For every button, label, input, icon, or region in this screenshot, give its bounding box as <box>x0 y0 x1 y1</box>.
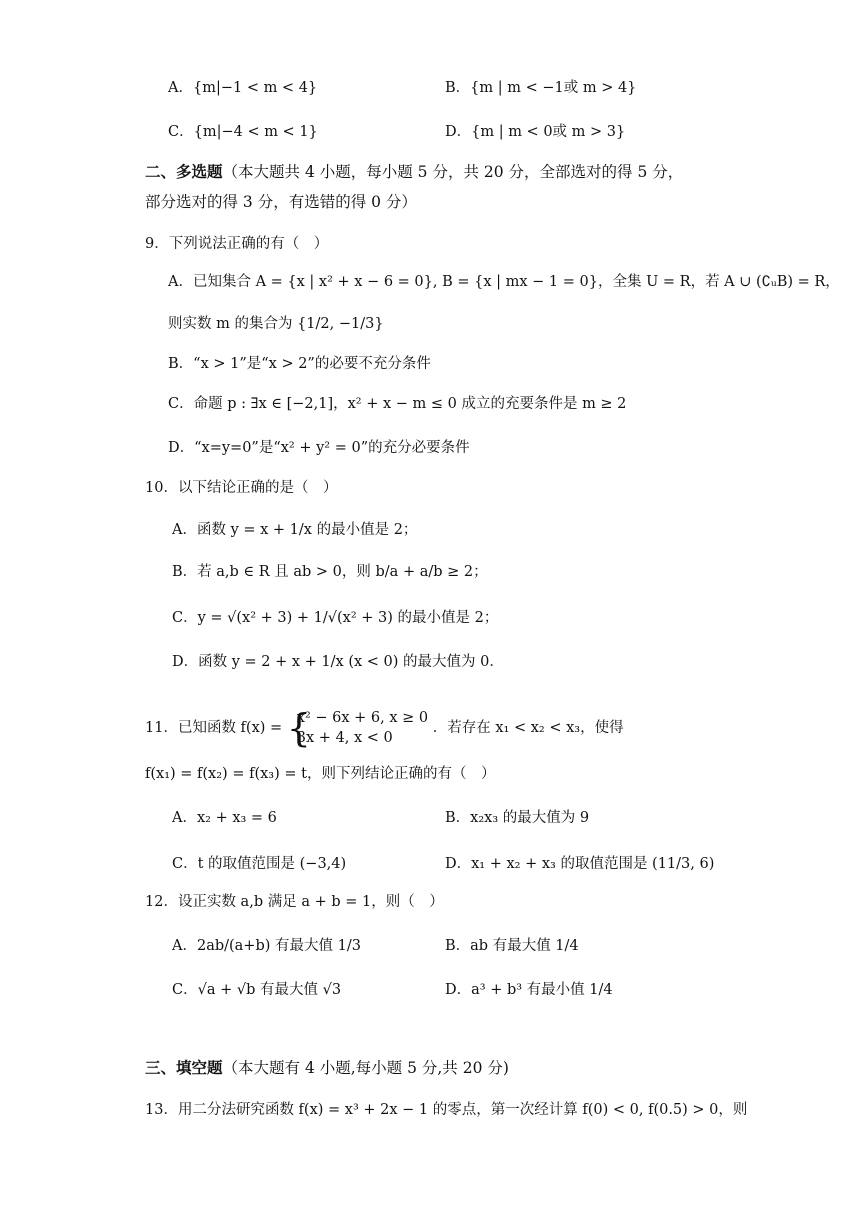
q12-option-d: D．a³ + b³ 有最小值 1/4 <box>445 982 613 998</box>
q10-option-d: D．函数 y = 2 + x + 1/x (x < 0) 的最大值为 0． <box>172 654 504 670</box>
q9-option-a-set: {1/2, −1/3} <box>297 316 384 332</box>
q11-piece-1: x² − 6x + 6, x ≥ 0 <box>296 710 429 726</box>
q11-option-a: A．x₂ + x₃ = 6 <box>172 810 277 826</box>
q9-option-b: B．“x > 1”是“x > 2”的必要不充分条件 <box>168 356 431 372</box>
q8-option-b: B．{m | m < −1或 m > 4} <box>445 80 637 96</box>
q9-option-d: D．“x=y=0”是“x² + y² = 0”的充分必要条件 <box>168 440 470 456</box>
q10-option-c: C．y = √(x² + 3) + 1/√(x² + 3) 的最小值是 2； <box>172 610 499 626</box>
q11-piecewise <box>287 708 428 748</box>
q12-option-c: C．√a + √b 有最大值 √3 <box>172 982 342 998</box>
q11-piece-2: 3x + 4, x < 0 <box>296 730 393 746</box>
q9-option-a: A．已知集合 A = {x | x² + x − 6 = 0}, B = {x | mx − 1 = 0}，全集 U = R，若 A ∪ (∁ᵤB) = R， <box>168 274 840 290</box>
q8-option-d: D．{m | m < 0或 m > 3} <box>445 124 626 140</box>
q10-option-b: B．若 a,b ∈ R 且 ab > 0，则 b/a + a/b ≥ 2； <box>172 564 488 580</box>
q12-option-b: B．ab 有最大值 1/4 <box>445 938 579 954</box>
q8-option-c: C．{m|−4 < m < 1} <box>168 124 318 140</box>
q9-option-a-text: 则实数 m 的集合为 <box>168 316 293 332</box>
q10-option-a: A．函数 y = x + 1/x 的最小值是 2； <box>172 522 418 538</box>
q12-stem: 12．设正实数 a,b 满足 a + b = 1，则（ ） <box>145 894 444 910</box>
section2-desc-line2: 部分选对的得 3 分，有选错的得 0 分） <box>145 193 417 211</box>
section2-heading <box>145 162 683 182</box>
section2-title: 二、多选题 <box>145 162 223 181</box>
section3-heading <box>145 1058 509 1078</box>
q9-stem: 9．下列说法正确的有（ ） <box>145 236 329 252</box>
section2-desc-line1: （本大题共 4 小题，每小题 5 分，共 20 分，全部选对的得 5 分， <box>222 163 684 181</box>
section3-title: 三、填空题 <box>145 1058 223 1077</box>
q9-option-c: C．命题 p : ∃x ∈ [−2,1]，x² + x − m ≤ 0 成立的充要条件是 m ≥ 2 <box>168 396 627 412</box>
q11-stem-pre: 11．已知函数 f(x) = <box>145 720 283 736</box>
q11-stem-line1 <box>145 708 624 748</box>
q11-option-b: B．x₂x₃ 的最大值为 9 <box>445 810 590 826</box>
q11-option-d: D．x₁ + x₂ + x₃ 的取值范围是 (11/3, 6) <box>445 856 715 872</box>
q8-option-a: A．{m|−1 < m < 4} <box>168 80 318 96</box>
q11-stem-line2: f(x₁) = f(x₂) = f(x₃) = t，则下列结论正确的有（ ） <box>145 766 496 782</box>
q11-brace: { <box>286 706 311 750</box>
q12-option-a: A．2ab/(a+b) 有最大值 1/3 <box>172 938 361 954</box>
q9-option-a-cont <box>168 314 384 334</box>
q11-stem-post: ．若存在 x₁ < x₂ < x₃，使得 <box>432 720 624 736</box>
section3-desc: （本大题有 4 小题,每小题 5 分,共 20 分) <box>222 1059 509 1077</box>
q10-stem: 10．以下结论正确的是（ ） <box>145 480 338 496</box>
q11-option-c: C．t 的取值范围是 (−3,4) <box>172 856 347 872</box>
q13-stem: 13．用二分法研究函数 f(x) = x³ + 2x − 1 的零点，第一次经计算 f(0) < 0, f(0.5) > 0，则 <box>145 1102 748 1118</box>
